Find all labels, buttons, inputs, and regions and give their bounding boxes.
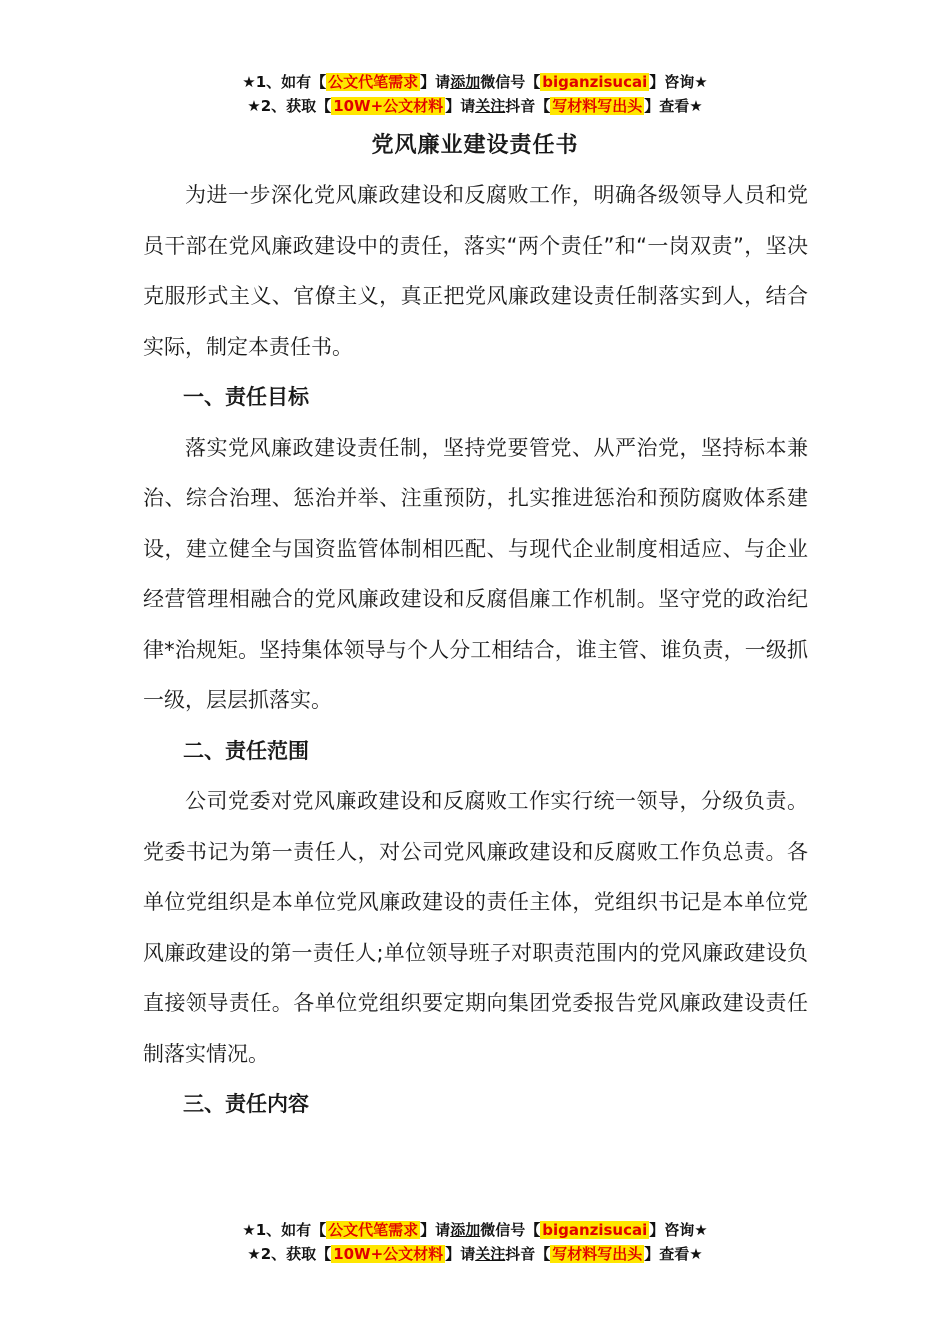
promo-text: 抖音【	[505, 97, 551, 115]
promo-text: ★1、如有【	[242, 73, 327, 91]
promo-highlight: 10W+公文材料	[333, 97, 444, 115]
promo-text: 】咨询★	[649, 73, 708, 91]
promo-highlight: 10W+公文材料	[333, 1245, 444, 1263]
promo-text: 微信号【	[480, 1221, 541, 1239]
document-title: 党风廉业建设责任书	[371, 133, 579, 158]
promo-text: 】查看★	[644, 97, 703, 115]
section-heading-goals: 一、责任目标	[183, 385, 309, 409]
section-paragraph-scope: 公司党委对党风廉政建设和反腐败工作实行统一领导，分级负责。党委书记为第一责任人，对公司党风廉政建设和反腐败工作负总责。各单位党组织是本单位党风廉政建设的责任主体，党组织书记是本单位党风廉政建设的第一责任人;单位领导班子对职责范围内的党风廉政建设负直接领导责任。各单位党组织要定期向集团党委报告党风廉政建设责任制落实情况。	[143, 789, 808, 1066]
promo-underlined-text: 添加	[450, 1221, 481, 1239]
bottom-promo-line-2	[0, 1242, 950, 1266]
promo-text: ★2、获取【	[247, 1245, 332, 1263]
promo-wechat-id: biganzisucai	[542, 73, 648, 91]
top-promo-line-2	[0, 94, 950, 118]
section-paragraph-goals: 落实党风廉政建设责任制，坚持党要管党、从严治党，坚持标本兼治、综合治理、惩治并举、注重预防，扎实推进惩治和预防腐败体系建设，建立健全与国资监管体制相匹配、与现代企业制度相适应、与企业经营管理相融合的党风廉政建设和反腐倡廉工作机制。坚守党的政治纪律*治规矩。坚持集体领导与个人分工相结合，谁主管、谁负责，一级抓一级，层层抓落实。	[143, 435, 808, 712]
promo-text: 】查看★	[644, 1245, 703, 1263]
promo-wechat-id: biganzisucai	[542, 1221, 648, 1239]
promo-text: 】请	[445, 1245, 476, 1263]
section-heading-scope: 二、责任范围	[183, 738, 309, 763]
document-body	[143, 170, 808, 1130]
bottom-promo-banner	[0, 1218, 950, 1266]
promo-text: 】请	[445, 97, 476, 115]
promo-highlight: 公文代笔需求	[328, 1221, 419, 1239]
promo-text: 微信号【	[480, 73, 541, 91]
promo-text: 】咨询★	[649, 1221, 708, 1239]
top-promo-line-1	[0, 70, 950, 94]
promo-highlight: 公文代笔需求	[328, 73, 419, 91]
promo-text: ★1、如有【	[242, 1221, 327, 1239]
promo-text: 】请	[420, 1221, 451, 1239]
promo-underlined-text: 关注	[475, 1245, 506, 1263]
top-promo-banner	[0, 70, 950, 118]
promo-text: 】请	[420, 73, 451, 91]
promo-underlined-text: 添加	[450, 73, 481, 91]
section-heading-content: 三、责任内容	[183, 1092, 309, 1116]
promo-text: 抖音【	[505, 1245, 551, 1263]
promo-text: ★2、获取【	[247, 97, 332, 115]
promo-underlined-text: 关注	[475, 97, 506, 115]
promo-douyin-id: 写材料写出头	[552, 1245, 643, 1263]
bottom-promo-line-1	[0, 1218, 950, 1242]
promo-douyin-id: 写材料写出头	[552, 97, 643, 115]
intro-paragraph: 为进一步深化党风廉政建设和反腐败工作，明确各级领导人员和党员干部在党风廉政建设中的责任，落实“两个责任”和“一岗双责”，坚决克服形式主义、官僚主义，真正把党风廉政建设责任制落实到人，结合实际，制定本责任书。	[143, 183, 808, 359]
